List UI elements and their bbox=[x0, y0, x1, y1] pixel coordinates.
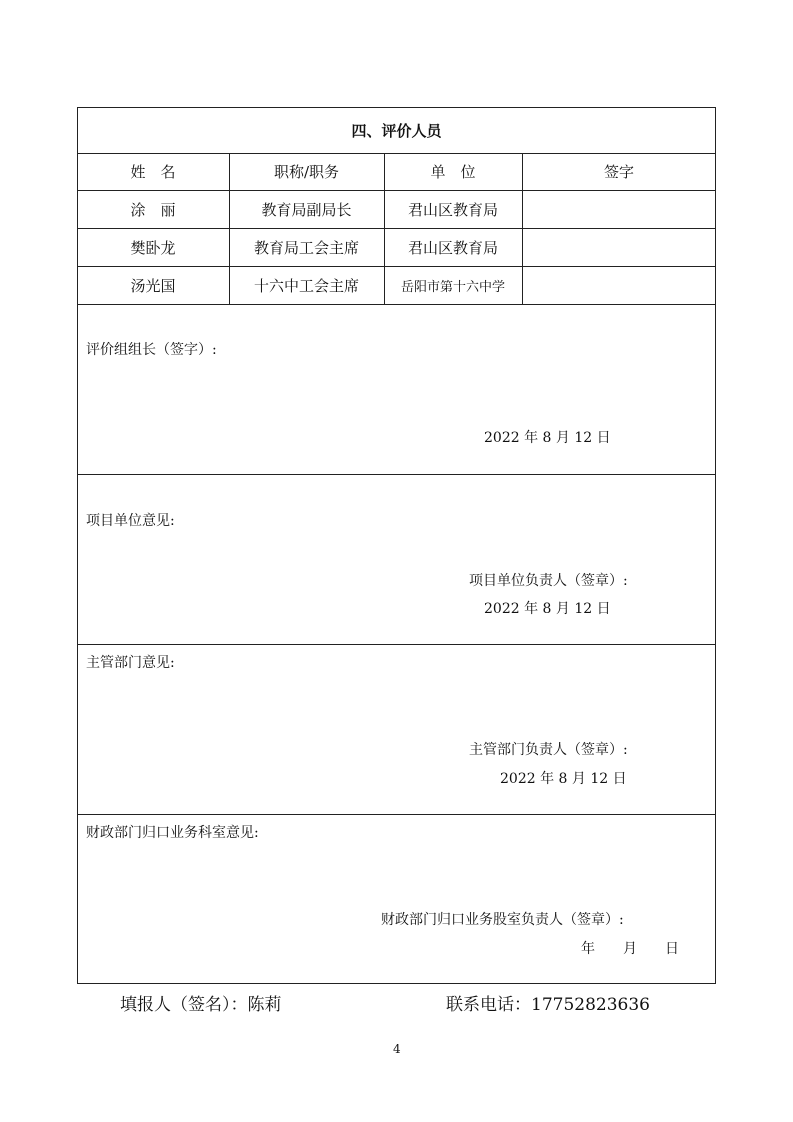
finance-date: 年 月 日 bbox=[581, 941, 679, 957]
section-title: 四、评价人员 bbox=[351, 121, 442, 140]
table-row-title: 教育局工会主席 bbox=[253, 238, 359, 257]
table-row-name: 樊卧龙 bbox=[130, 238, 176, 257]
section-divider bbox=[77, 644, 716, 645]
dept-signer: 主管部门负责人（签章）: bbox=[469, 742, 628, 758]
filler-signature: 填报人（签名）：陈莉 bbox=[120, 995, 282, 1015]
finance-signer: 财政部门归口业务股室负责人（签章）: bbox=[381, 912, 624, 928]
project-unit-opinion-label: 项目单位意见: bbox=[86, 513, 175, 529]
table-row-signature[interactable] bbox=[522, 228, 716, 266]
table-row-title: 十六中工会主席 bbox=[253, 276, 359, 295]
header-title: 职称/职务 bbox=[273, 163, 340, 181]
table-row-signature[interactable] bbox=[522, 266, 716, 304]
table-row-unit: 君山区教育局 bbox=[407, 238, 498, 257]
project-unit-signer: 项目单位负责人（签章）: bbox=[469, 573, 628, 589]
project-unit-date: 2022 年 8 月 12 日 bbox=[484, 601, 611, 617]
header-name: 姓 名 bbox=[130, 163, 176, 181]
finance-opinion-label: 财政部门归口业务科室意见: bbox=[86, 825, 259, 841]
header-signature: 签字 bbox=[603, 163, 634, 181]
contact-phone: 联系电话：17752823636 bbox=[446, 995, 650, 1015]
dept-date: 2022 年 8 月 12 日 bbox=[500, 771, 627, 787]
table-row-name: 汤光国 bbox=[130, 276, 176, 295]
section-divider bbox=[77, 474, 716, 475]
section-divider bbox=[77, 814, 716, 815]
table-row-unit: 岳阳市第十六中学 bbox=[400, 279, 505, 295]
table-row-name: 涂 丽 bbox=[130, 200, 176, 219]
header-unit: 单 位 bbox=[430, 163, 476, 181]
table-row-signature[interactable] bbox=[522, 190, 716, 228]
leader-signature-label: 评价组组长（签字）: bbox=[86, 342, 217, 358]
table-row-title: 教育局副局长 bbox=[261, 200, 352, 219]
row-divider bbox=[77, 304, 716, 305]
page-number: 4 bbox=[393, 1042, 401, 1056]
dept-opinion-label: 主管部门意见: bbox=[86, 655, 175, 671]
table-row-unit: 君山区教育局 bbox=[407, 200, 498, 219]
leader-date: 2022 年 8 月 12 日 bbox=[484, 430, 611, 446]
